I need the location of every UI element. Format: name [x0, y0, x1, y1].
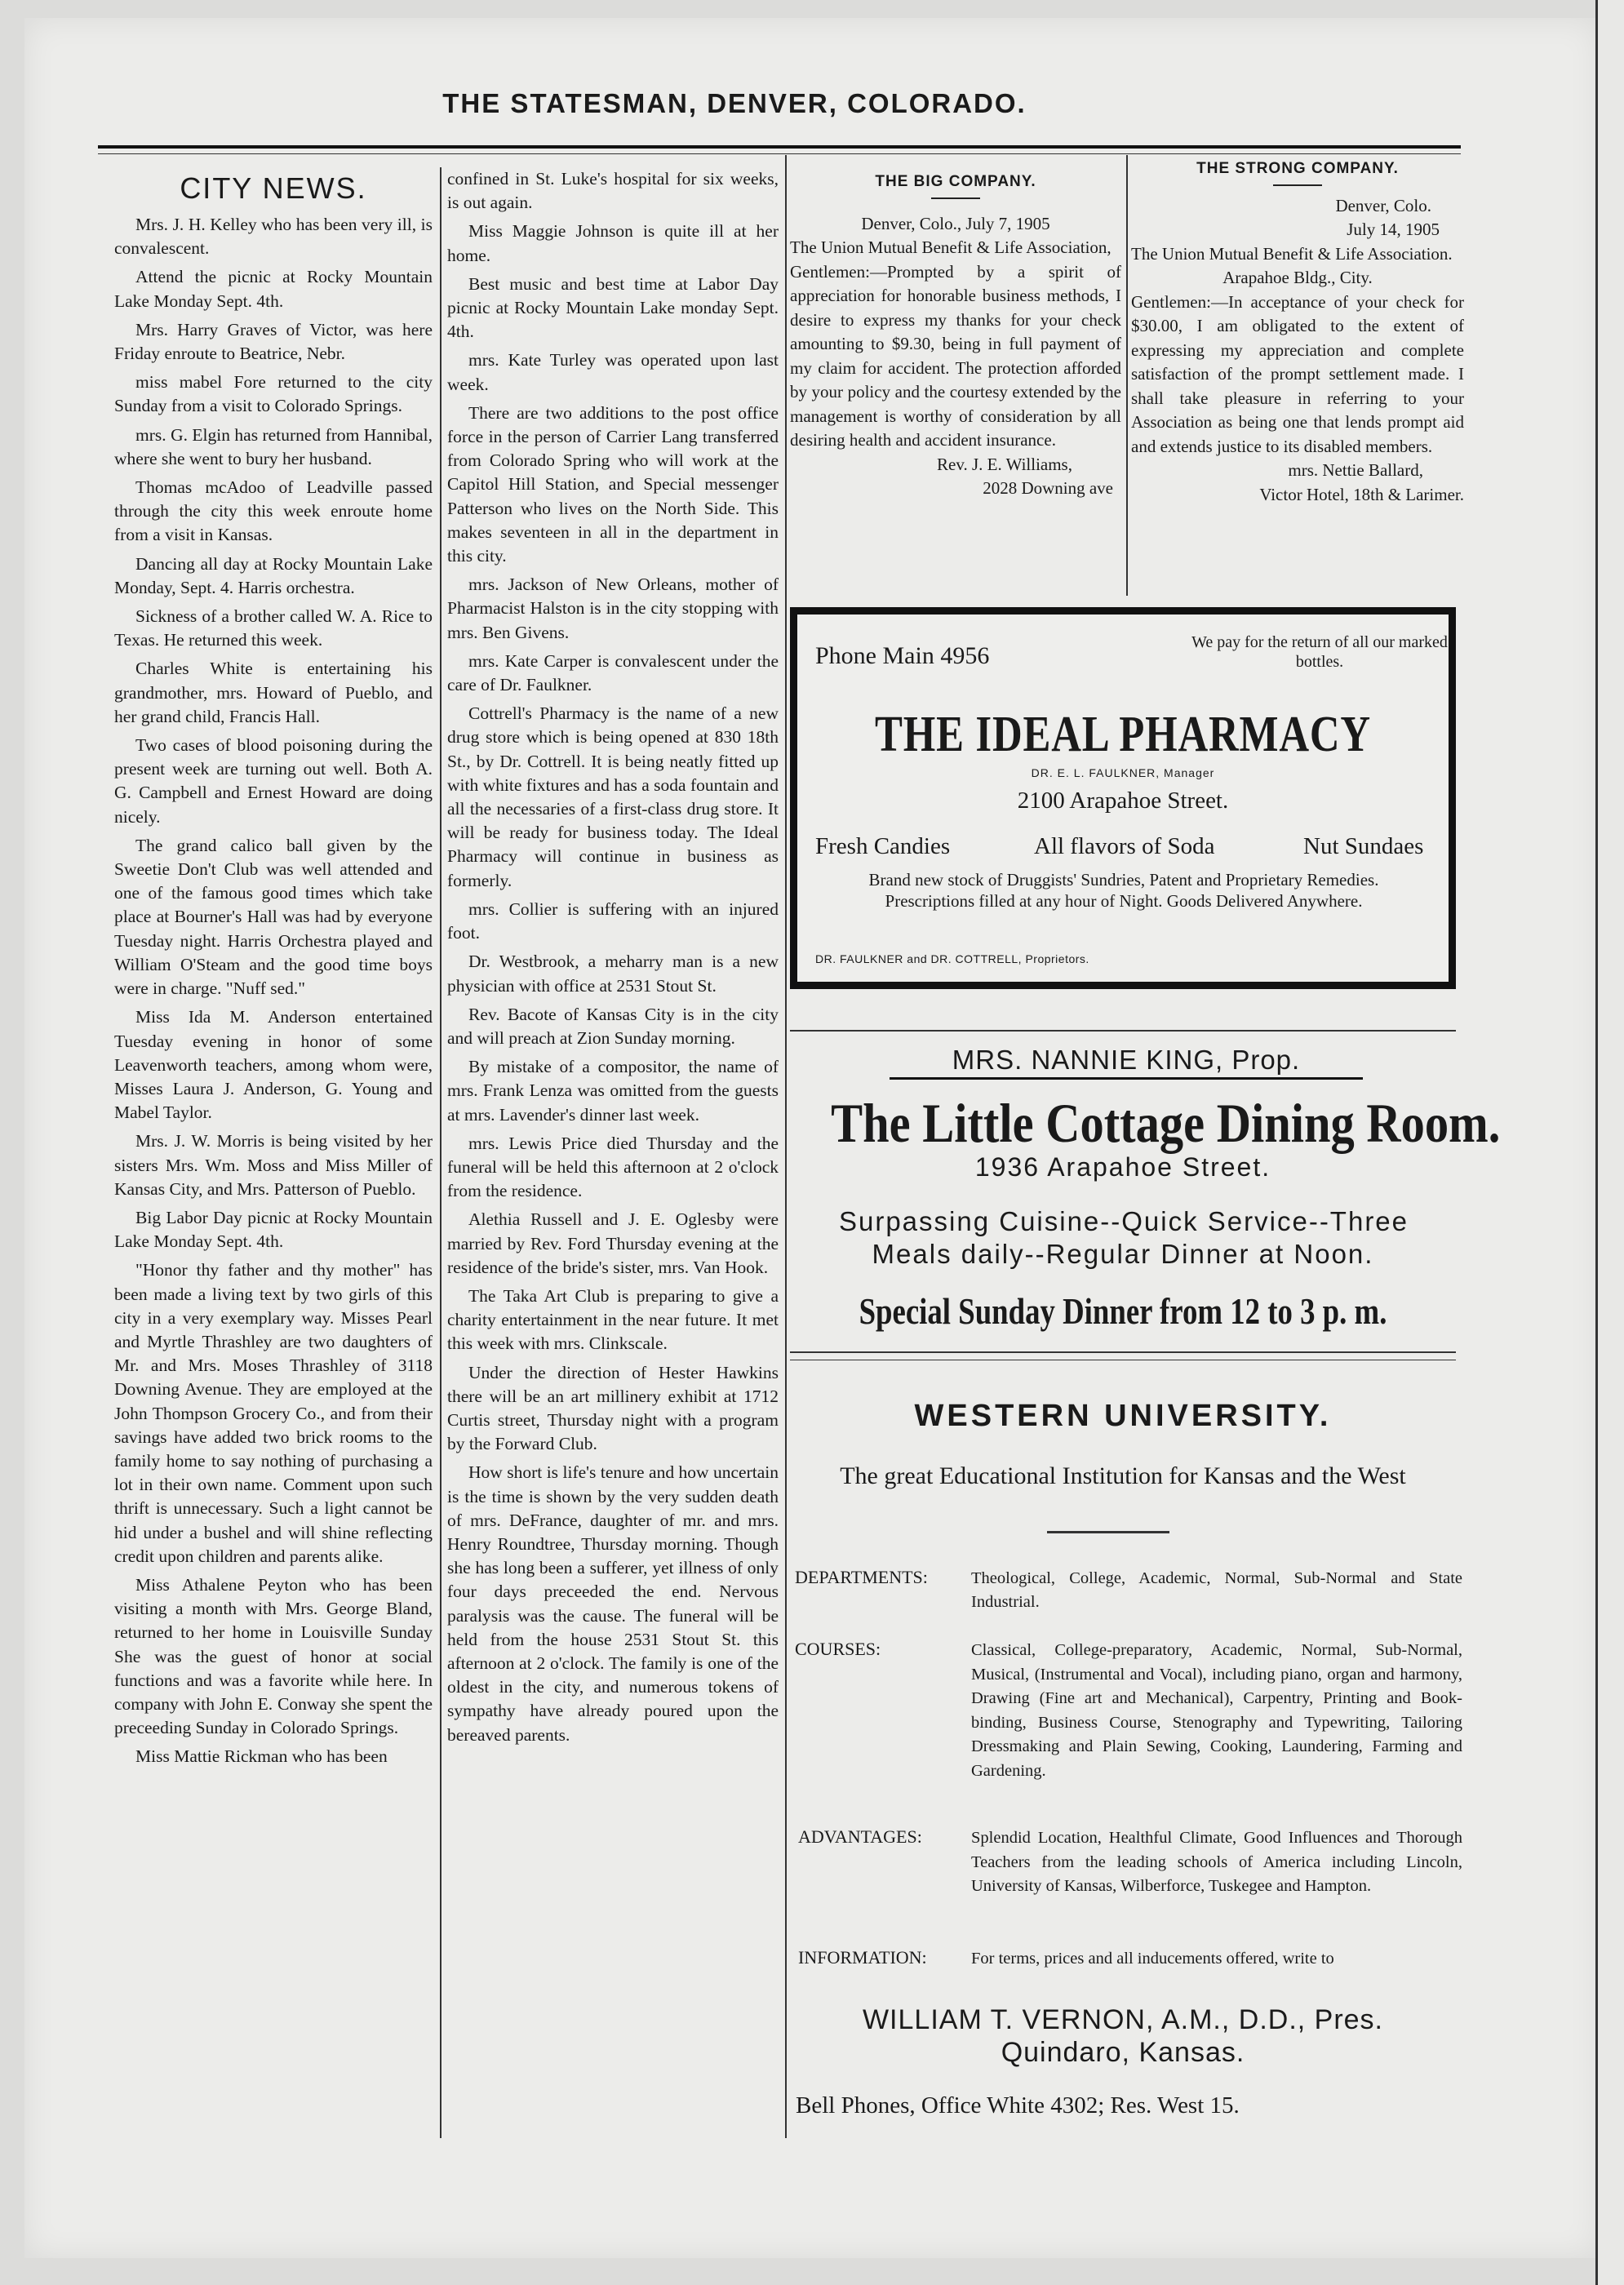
news-item: miss mabel Fore returned to the city Sunday from a visit to Colorado Springs.: [114, 372, 433, 416]
section-rule: [790, 1030, 1456, 1032]
news-item: Best music and best time at Labor Day picnic at Rocky Mountain Lake monday Sept. 4th.: [447, 273, 779, 342]
letter-address: Victor Hotel, 18th & Larimer.: [1259, 484, 1464, 504]
news-item: Miss Athalene Peyton who has been visiting a month with Mrs. George Bland, returned to her home in Louisville Sunday She was the guest of honor at social functions and was a favorite while here. In company with John E. Conway she spent the preceeding Sunday in Colorado Springs.: [114, 1574, 433, 1738]
information-text: For terms, prices and all inducements offered, write to: [971, 1950, 1334, 1968]
letter-date: Denver, Colo., July 7, 1905: [861, 213, 1050, 233]
news-item: By mistake of a compositor, the name of mrs. Frank Lenza was omitted from the guests at mrs. Lavender's dinner last week.: [447, 1057, 779, 1125]
letter-signature: mrs. Nettie Ballard,: [1288, 460, 1423, 480]
news-item: mrs. Kate Turley was operated upon last week.: [447, 350, 779, 394]
news-item: The grand calico ball given by the Sweetie Don't Club was well attended and one of the famous good times which take place at Bourner's Hall was had by everyone Tuesday night. Harris Orchestra played and William O'Steam and the good time boys were in charge. "Nuff sed.": [114, 835, 433, 999]
letter-date: July 14, 1905: [1347, 220, 1440, 239]
pharmacy-item-soda: All flavors of Soda: [1034, 833, 1215, 859]
news-item: mrs. Collier is suffering with an injured foot.: [447, 898, 779, 943]
news-item: mrs. G. Elgin has returned from Hannibal, where she went to bury her husband.: [114, 424, 433, 468]
news-item: Thomas mcAdoo of Leadville passed through the city this week enroute home from a visit in Kansas.: [114, 477, 433, 545]
information-label: INFORMATION:: [798, 1947, 927, 1968]
news-item: Mrs. J. W. Morris is being visited by her sisters Mrs. Wm. Moss and Miss Miller of Kansas City, and Mrs. Patterson of Pueblo.: [114, 1131, 433, 1199]
news-item: Under the direction of Hester Hawkins there will be an art millinery exhibit at 1712 Curtis street, Thursday night with a program by the Forward Club.: [447, 1362, 779, 1454]
pharmacy-stock-note: Brand new stock of Druggists' Sundries, Patent and Proprietary Remedies. Prescriptions filled at any hour of Night. Goods Delivered Anywhere.: [868, 870, 1379, 911]
courses-label: COURSES:: [795, 1639, 881, 1659]
news-item: mrs. Jackson of New Orleans, mother of Pharmacist Halston is in the city stopping with mrs. Ben Givens.: [447, 575, 779, 642]
masthead: THE STATESMAN, DENVER, COLORADO.: [442, 88, 1027, 118]
news-item: Cottrell's Pharmacy is the name of a new drug store which is being opened at 830 18th St., by Dr. Cottrell. It is being neatly fitted up with white fixtures and has a soda fountain and all the necessaries of a first-class drug store. It will be ready for business today. The Ideal Pharmacy will continue in business as formerly.: [447, 703, 779, 890]
news-item: Two cases of blood poisoning during the present week are turning out well. Both A. G. Campbell and Ernest Howard are doing nicely.: [114, 735, 433, 827]
dining-tagline-2: Meals daily--Regular Dinner at Noon.: [872, 1239, 1374, 1269]
short-rule: [1047, 1531, 1169, 1533]
pharmacy-proprietors: DR. FAULKNER and DR. COTTRELL, Proprietors.: [815, 952, 1089, 965]
ideal-pharmacy-ad: [790, 607, 1456, 989]
big-company-heading: THE BIG COMPANY.: [875, 173, 1036, 190]
news-item: confined in St. Luke's hospital for six weeks, is out again.: [447, 169, 779, 213]
letter-signature: Rev. J. E. Williams,: [937, 454, 1072, 474]
dining-prop: MRS. NANNIE KING, Prop.: [890, 1045, 1363, 1080]
strong-company-heading: THE STRONG COMPANY.: [1196, 160, 1399, 177]
news-item: Alethia Russell and J. E. Oglesby were married by Rev. Ford Thursday evening at the residence of the bride's sister, mrs. Van Hook.: [447, 1209, 779, 1277]
departments-text: Theological, College, Academic, Normal, Sub-Normal and State Industrial.: [971, 1569, 1462, 1611]
dining-street: 1936 Arapahoe Street.: [974, 1152, 1271, 1182]
news-item: Dr. Westbrook, a meharry man is a new physician with office at 2531 Stout St.: [447, 952, 779, 996]
dining-name: The Little Cottage Dining Room.: [831, 1092, 1501, 1154]
university-phones: Bell Phones, Office White 4302; Res. West 15.: [796, 2092, 1240, 2119]
news-item: "Honor thy father and thy mother" has been made a living text by two girls of this city in a very exemplary way. Misses Pearl and Myrtle Thrashley are two daughters of Mr. and Mrs. Moses Thrashley of 3118 Downing Avenue. They are employed at the John Thompson Grocery Co., and from their savings have added two brick rooms to the family home to say nothing of purchasing a lot in their own name. Comment upon such thrift is unnecessary. Such a light cannot be hid under a bushel and will shine reflecting credit upon children and parents alike.: [114, 1260, 433, 1566]
news-item: Miss Maggie Johnson is quite ill at her home.: [447, 221, 779, 265]
strong-company-ad: [1131, 157, 1464, 507]
news-item: mrs. Lewis Price died Thursday and the funeral will be held this afternoon at 2 o'clock from the residence.: [447, 1133, 779, 1201]
city-news-heading: CITY NEWS.: [180, 171, 367, 205]
column-divider: [1126, 155, 1128, 596]
advantages-label: ADVANTAGES:: [798, 1826, 922, 1847]
news-item: Dancing all day at Rocky Mountain Lake Monday, Sept. 4. Harris orchestra.: [114, 553, 433, 597]
heading-rule: [931, 197, 980, 199]
letter-addressee: The Union Mutual Benefit & Life Association,: [790, 237, 1112, 257]
university-tagline: The great Educational Institution for Kansas and the West: [840, 1462, 1406, 1489]
pharmacy-street: 2100 Arapahoe Street.: [1017, 788, 1229, 814]
university-name: WESTERN UNIVERSITY.: [914, 1399, 1332, 1433]
dining-sunday-special: Special Sunday Dinner from 12 to 3 p. m.: [859, 1290, 1387, 1332]
news-item: Mrs. J. H. Kelley who has been very ill, is convalescent.: [114, 215, 433, 259]
masthead-rule-thin: [98, 153, 1461, 154]
letter-address: 2028 Downing ave: [983, 478, 1113, 498]
city-news-column-2: [447, 167, 779, 1752]
letter-body: Gentlemen:—In acceptance of your check for $30.00, I am obligated to the extent of expressing my appreciation and complete satisfaction of the prompt settlement made. I shall take pleasure in referring to your Association as being one that lends prompt aid and extends justice to its disabled members.: [1131, 291, 1464, 456]
news-item: Mrs. Harry Graves of Victor, was here Friday enroute to Beatrice, Nebr.: [114, 319, 433, 364]
university-location: Quindaro, Kansas.: [1001, 2037, 1245, 2068]
letter-body: Gentlemen:—Prompted by a spirit of appreciation for honorable business methods, I desire to express my thanks for your check amounting to $9.30, being in full payment of my claim for accident. The protection afforded by your policy and the courtesy extended by the management is worthy of consideration by all desiring health and accident insurance.: [790, 261, 1121, 450]
news-item: Charles White is entertaining his grandmother, mrs. Howard of Pueblo, and her grand child, Francis Hall.: [114, 659, 433, 726]
news-item: Big Labor Day picnic at Rocky Mountain Lake Monday Sept. 4th.: [114, 1207, 433, 1252]
city-news-column-1: [114, 167, 433, 1774]
news-item: Miss Ida M. Anderson entertained Tuesday evening in honor of some Leavenworth teachers, among whom were, Misses Laura J. Anderson, G. Young and Mabel Taylor.: [114, 1007, 433, 1123]
news-item: Sickness of a brother called W. A. Rice to Texas. He returned this week.: [114, 606, 433, 650]
pharmacy-item-candies: Fresh Candies: [815, 833, 951, 859]
column-divider: [440, 167, 441, 2138]
letter-place: Denver, Colo.: [1335, 195, 1431, 215]
news-item: How short is life's tenure and how uncertain is the time is shown by the very sudden death of mrs. DeFrance, daughter of mr. and mrs. Henry Roundtree, Thursday morning. Though she has long been a sufferer, yet illness of only four days preceeded the end. Nervous paralysis was the cause. The funeral will be held from the house 2531 Stout St. this afternoon at 2 o'clock. The family is one of the oldest in the city, and numerous tokens of sympathy have already poured upon the bereaved parents.: [447, 1462, 779, 1745]
news-item: The Taka Art Club is preparing to give a charity entertainment in the near future. It met this week with mrs. Clinkscale.: [447, 1285, 779, 1354]
pharmacy-phone: Phone Main 4956: [815, 642, 990, 669]
news-item: Rev. Bacote of Kansas City is in the city and will preach at Zion Sunday morning.: [447, 1004, 779, 1048]
section-rule: [790, 1351, 1456, 1353]
news-item: Attend the picnic at Rocky Mountain Lake Monday Sept. 4th.: [114, 267, 433, 311]
news-item: mrs. Kate Carper is convalescent under the care of Dr. Faulkner.: [447, 650, 779, 695]
letter-addressee-2: Arapahoe Bldg., City.: [1222, 268, 1373, 287]
news-item: Miss Mattie Rickman who has been: [135, 1746, 388, 1767]
departments-label: DEPARTMENTS:: [795, 1567, 928, 1587]
pharmacy-bottles-note: We pay for the return of all our marked bottles.: [1191, 633, 1448, 671]
pharmacy-name: THE IDEAL PHARMACY: [875, 707, 1371, 762]
courses-text: Classical, College-preparatory, Academic, Normal, Sub-Normal, Musical, (Instrumental and Vocal), including piano, organ and harmony, Drawing (Fine art and Mechanical), Carpentry, Printing and Book-binding, Business Course, Stenography and Typewriting, Tailoring Dressmaking and Plain Sewing, Cooking, Laundering, Farming and Gardening.: [971, 1641, 1462, 1780]
dining-tagline-1: Surpassing Cuisine--Quick Service--Three: [838, 1206, 1409, 1236]
news-item: There are two additions to the post office force in the person of Carrier Lang transferred from Colorado Spring who will work at the Capitol Hill Station, and Special messenger Patterson who lives on the North Side. This makes seventeen in all in the department in this city.: [447, 402, 779, 566]
column-divider: [785, 155, 787, 2138]
big-company-ad: [790, 170, 1121, 501]
letter-addressee: The Union Mutual Benefit & Life Association.: [1131, 243, 1453, 264]
masthead-rule: [98, 145, 1461, 149]
pharmacy-item-sundaes: Nut Sundaes: [1303, 833, 1424, 859]
heading-rule: [1273, 184, 1322, 186]
pharmacy-manager: DR. E. L. FAULKNER, Manager: [1031, 766, 1215, 779]
university-president: WILLIAM T. VERNON, A.M., D.D., Pres.: [862, 2004, 1384, 2035]
page-edge: [1595, 0, 1624, 2285]
advantages-text: Splendid Location, Healthful Climate, Good Influences and Thorough Teachers from the leading schools of America including Lincoln, University of Kansas, Wilberforce, Tuskegee and Hampton.: [971, 1829, 1462, 1896]
